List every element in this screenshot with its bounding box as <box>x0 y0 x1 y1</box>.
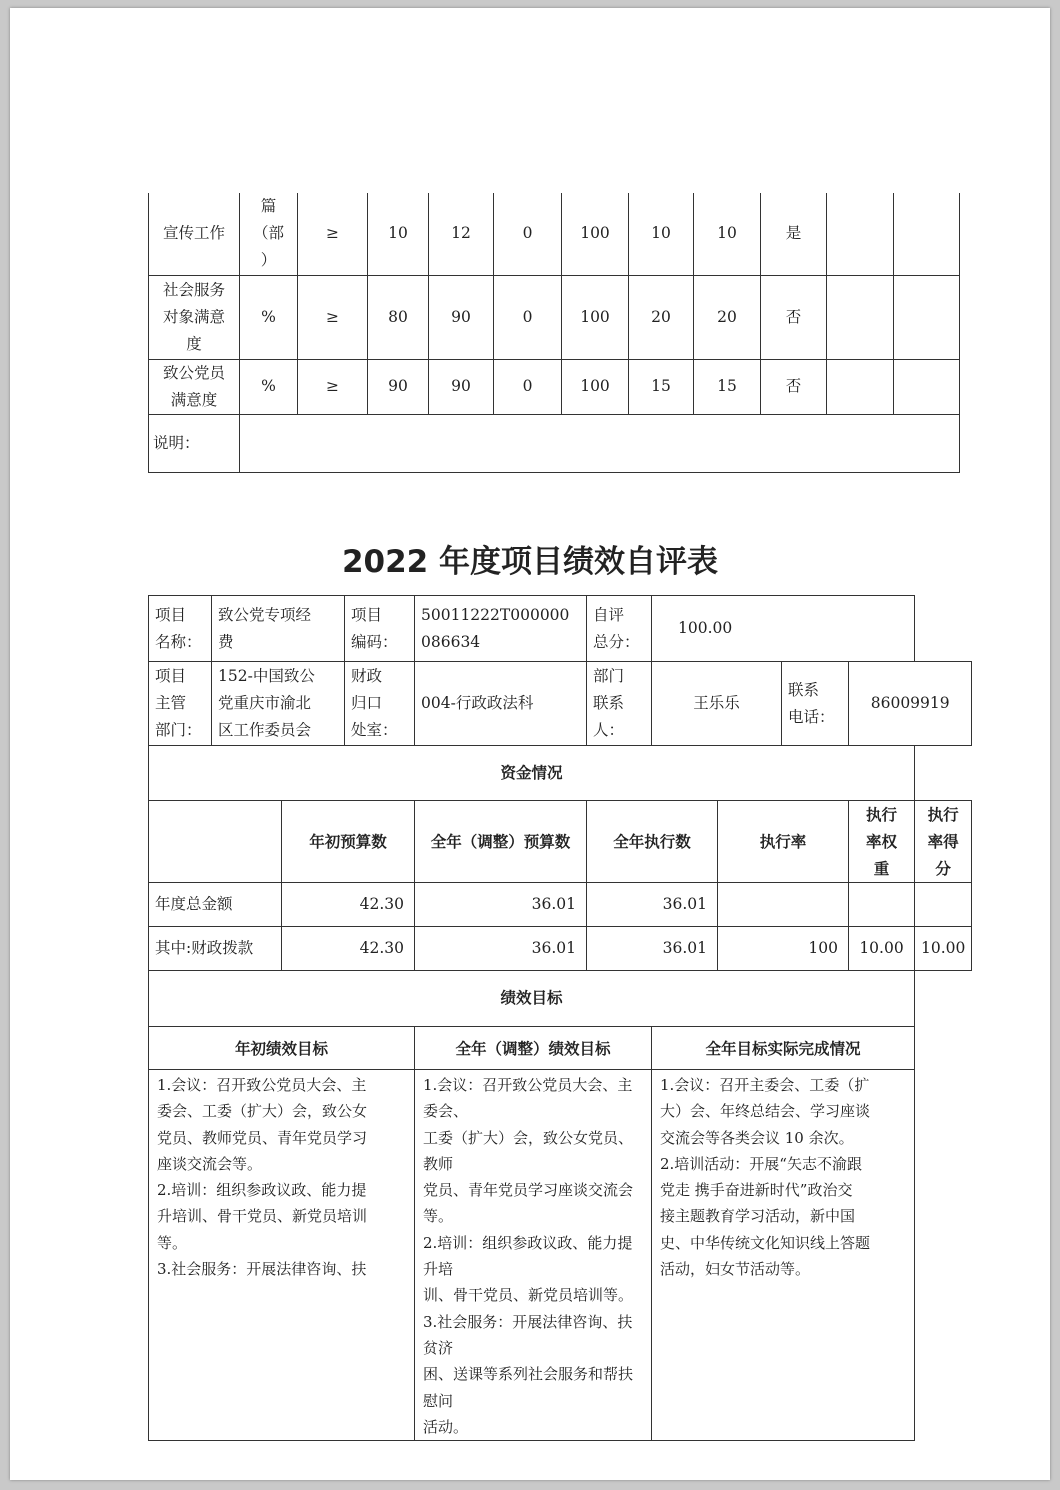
goal-line: 交流会等各类会议 10 余次。 <box>660 1128 854 1147</box>
indicator-completion: 100 <box>562 359 629 414</box>
indicator-core: 否 <box>761 359 827 414</box>
indicator-e1 <box>827 193 894 275</box>
funds-row-label: 年度总金额 <box>149 883 282 927</box>
project-code: 50011222T000000 086634 <box>415 596 587 662</box>
dept: 152-中国致公 党重庆市渝北 区工作委员会 <box>212 662 345 746</box>
goals-initial-text <box>149 1070 415 1441</box>
contact-label: 部门 联系 人： <box>587 662 652 746</box>
indicator-completion: 100 <box>562 193 629 275</box>
goal-line: 1.会议：召开致公党员大会、主委会、 <box>423 1076 633 1121</box>
indicator-table <box>148 193 960 473</box>
info-row-1 <box>149 596 972 662</box>
indicator-actual: 12 <box>429 193 494 275</box>
goal-line: 工委（扩大）会，致公女党员、教师 <box>423 1128 634 1173</box>
indicator-completion: 100 <box>562 275 629 359</box>
funds-row-total <box>149 883 972 927</box>
indicator-target: 90 <box>368 359 429 414</box>
goals-header-actual: 全年目标实际完成情况 <box>652 1027 915 1070</box>
goal-line: 3.社会服务：开展法律咨询、扶 <box>157 1260 367 1279</box>
phone: 86009919 <box>849 662 972 746</box>
header-rate-score: 执行 率得 分 <box>915 801 972 883</box>
header-adjusted-budget: 全年（调整）预算数 <box>415 801 587 883</box>
funds-score: 10.00 <box>915 927 972 971</box>
indicator-deviation: 0 <box>494 359 562 414</box>
self-score: 100.00 <box>652 596 915 662</box>
goals-section-row <box>149 971 972 1027</box>
contact: 王乐乐 <box>652 662 782 746</box>
indicator-unit: % <box>240 275 298 359</box>
page-title: 2022 年度项目绩效自评表 <box>341 544 719 580</box>
indicator-actual: 90 <box>429 275 494 359</box>
funds-header-row <box>149 801 972 883</box>
goals-header-initial: 年初绩效目标 <box>149 1027 415 1070</box>
self-evaluation-table <box>148 595 972 1441</box>
indicator-row <box>149 275 960 359</box>
goal-line: 训、骨干党员、新党员培训等。 <box>423 1286 634 1305</box>
indicator-weight: 20 <box>629 275 694 359</box>
funds-section-title: 资金情况 <box>149 746 915 801</box>
goal-line: 党走 携手奋进新时代”政治交 <box>660 1181 853 1200</box>
funds-score <box>915 883 972 927</box>
indicator-e2 <box>894 193 960 275</box>
goal-line: 困、送课等系列社会服务和帮扶慰问 <box>423 1365 634 1410</box>
funds-section-row <box>149 746 972 801</box>
goal-line: 1.会议：召开主委会、工委（扩 <box>660 1076 870 1094</box>
indicator-weight: 10 <box>629 193 694 275</box>
indicator-deviation: 0 <box>494 193 562 275</box>
header-rate-weight: 执行 率权 重 <box>849 801 915 883</box>
indicator-name: 致公党员 满意度 <box>149 359 240 414</box>
goals-header-adjusted: 全年（调整）绩效目标 <box>415 1027 652 1070</box>
goal-line: 活动，妇女节活动等。 <box>660 1260 811 1279</box>
goal-line: 座谈交流会等。 <box>157 1154 263 1173</box>
goals-adjusted-text <box>415 1070 652 1441</box>
funds-initial: 42.30 <box>282 927 415 971</box>
funds-row-fiscal <box>149 927 972 971</box>
header-rate: 执行率 <box>718 801 849 883</box>
indicator-target: 80 <box>368 275 429 359</box>
goal-line: 史、中华传统文化知识线上答题 <box>660 1233 871 1252</box>
funds-weight: 10.00 <box>849 927 915 971</box>
funds-rate <box>718 883 849 927</box>
goal-line: 1.会议：召开致公党员大会、主 <box>157 1076 367 1094</box>
indicator-unit: 篇 （部 ） <box>240 193 298 275</box>
goal-line: 活动。 <box>423 1417 469 1436</box>
indicator-op: ≥ <box>298 275 368 359</box>
indicator-score: 20 <box>694 275 761 359</box>
funds-adjusted: 36.01 <box>415 883 587 927</box>
indicator-op: ≥ <box>298 359 368 414</box>
indicator-e1 <box>827 275 894 359</box>
goals-section-title: 绩效目标 <box>149 971 915 1027</box>
project-name: 致公党专项经 费 <box>212 596 345 662</box>
indicator-actual: 90 <box>429 359 494 414</box>
indicator-unit: % <box>240 359 298 414</box>
indicator-target: 10 <box>368 193 429 275</box>
note-row <box>149 414 960 472</box>
goals-header-row <box>149 1027 972 1070</box>
goal-line: 2.培训：组织参政议政、能力提升培 <box>423 1233 633 1279</box>
funds-rate: 100 <box>718 927 849 971</box>
project-name-label: 项目 名称： <box>149 596 212 662</box>
goals-actual-text <box>652 1070 915 1441</box>
goals-content-row <box>149 1070 972 1441</box>
header-initial-budget: 年初预算数 <box>282 801 415 883</box>
funds-initial: 42.30 <box>282 883 415 927</box>
goal-line: 3.社会服务：开展法律咨询、扶贫济 <box>423 1312 633 1357</box>
indicator-score: 15 <box>694 359 761 414</box>
indicator-core: 是 <box>761 193 827 275</box>
indicator-e1 <box>827 359 894 414</box>
indicator-e2 <box>894 359 960 414</box>
goal-line: 2.培训：组织参政议政、能力提 <box>157 1181 367 1200</box>
funds-adjusted: 36.01 <box>415 927 587 971</box>
dept-label: 项目 主管 部门： <box>149 662 212 746</box>
note-value <box>240 414 960 472</box>
funds-header-empty <box>149 801 282 883</box>
info-row-2 <box>149 662 972 746</box>
goal-line: 委会、工委（扩大）会，致公女 <box>157 1102 368 1121</box>
goal-line: 党员、教师党员、青年党员学习 <box>157 1128 368 1147</box>
indicator-name: 宣传工作 <box>149 193 240 275</box>
goal-line: 2.培训活动：开展“矢志不渝跟 <box>660 1154 862 1173</box>
document-page <box>10 8 1050 1480</box>
goal-line: 接主题教育学习活动，新中国 <box>660 1207 856 1226</box>
indicator-row <box>149 359 960 414</box>
finance: 004-行政政法科 <box>415 662 587 746</box>
goal-line: 升培训、骨干党员、新党员培训 <box>157 1207 368 1226</box>
self-score-label: 自评 总分： <box>587 596 652 662</box>
goal-line: 等。 <box>157 1233 188 1252</box>
indicator-row <box>149 193 960 275</box>
phone-label: 联系 电话： <box>782 662 849 746</box>
finance-label: 财政 归口 处室： <box>345 662 415 746</box>
funds-row-label: 其中:财政拨款 <box>149 927 282 971</box>
note-label: 说明： <box>149 414 240 472</box>
indicator-deviation: 0 <box>494 275 562 359</box>
indicator-op: ≥ <box>298 193 368 275</box>
header-executed: 全年执行数 <box>587 801 718 883</box>
goal-line: 党员、青年党员学习座谈交流会等。 <box>423 1181 634 1226</box>
indicator-name: 社会服务 对象满意 度 <box>149 275 240 359</box>
indicator-weight: 15 <box>629 359 694 414</box>
indicator-core: 否 <box>761 275 827 359</box>
indicator-e2 <box>894 275 960 359</box>
project-code-label: 项目 编码： <box>345 596 415 662</box>
indicator-score: 10 <box>694 193 761 275</box>
funds-executed: 36.01 <box>587 883 718 927</box>
goal-line: 大）会、年终总结会、学习座谈 <box>660 1102 871 1121</box>
funds-weight <box>849 883 915 927</box>
funds-executed: 36.01 <box>587 927 718 971</box>
